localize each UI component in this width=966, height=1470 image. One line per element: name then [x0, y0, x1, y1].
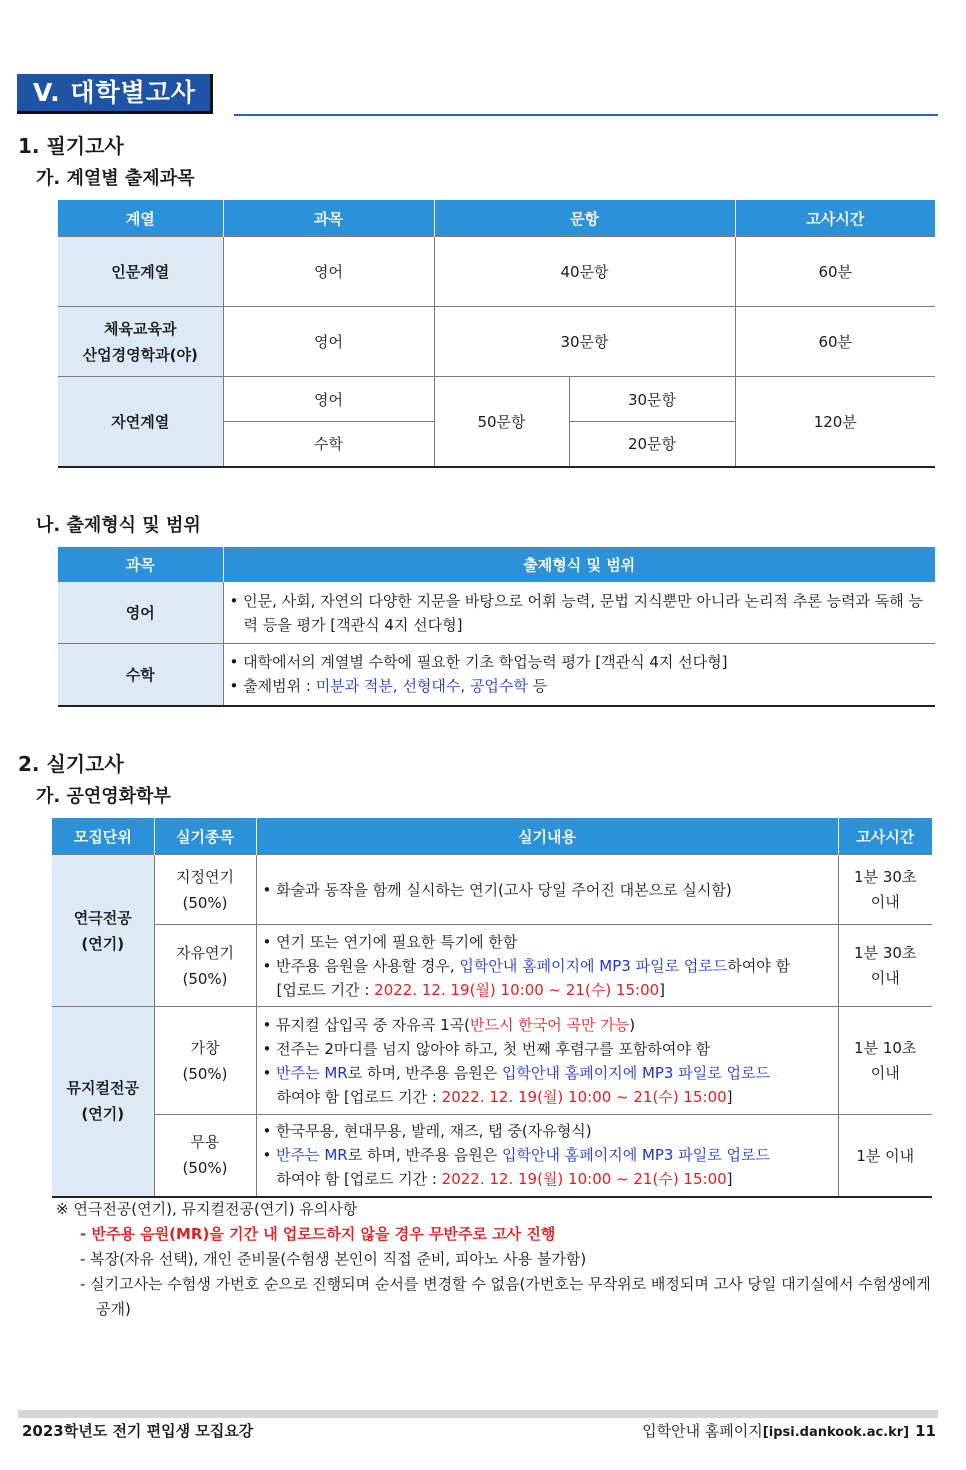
bullet-item: • 반주는 MR로 하며, 반주용 음원은 입학안내 홈페이지에 MP3 파일로 업로드 하여야 함 [업로드 기간 : 2022. 12. 19(월) 10:00 ~ 21(수) 15:00] — [262, 1146, 770, 1189]
content-cell — [256, 1007, 838, 1115]
bullet-item: • 화술과 동작을 함께 실시하는 연기(고사 당일 주어진 대본으로 실시함) — [262, 880, 732, 899]
page-number: 11 — [915, 1422, 936, 1440]
time-note: 이내 — [870, 892, 900, 911]
content-text: 하여야 함 [업로드 기간 : — [276, 1170, 442, 1189]
content-text: 하여야 함 [업로드 기간 : — [276, 1087, 442, 1106]
content-text: 대학에서의 계열별 수학에 필요한 기초 학업능력 평가 [객관식 4지 선다형] — [243, 653, 728, 672]
item-name: 무용 — [190, 1133, 220, 1152]
performing-arts-heading: 가. 공연영화학부 — [36, 786, 171, 807]
item-name: 지정연기 — [176, 867, 234, 886]
content-text: 로 하며, 반주용 음원은 — [347, 1063, 502, 1082]
table-row — [58, 582, 935, 644]
item-name: 자유연기 — [176, 943, 234, 962]
written-exam-heading: 1. 필기고사 — [18, 134, 124, 158]
content-text: 로 하며, 반주용 음원은 — [347, 1146, 502, 1165]
section-header — [17, 74, 938, 118]
table-row — [52, 855, 932, 925]
table-header-row — [58, 200, 935, 237]
items-cell: 40문항 — [434, 237, 735, 307]
item-weight: (50%) — [182, 893, 228, 912]
content-text: 화술과 동작을 함께 실시하는 연기(고사 당일 주어진 대본으로 실시함) — [276, 880, 732, 899]
col-header: 고사시간 — [735, 200, 935, 237]
items-cell: 30문항 — [569, 377, 735, 422]
content-text: ] — [659, 980, 666, 999]
content-cell — [256, 1115, 838, 1197]
language-requirement: 반드시 한국어 곡만 가능 — [469, 1015, 630, 1034]
track-line: 체육교육과 — [104, 319, 177, 338]
item-cell — [154, 855, 256, 925]
bullet-item: • 뮤지컬 삽입곡 중 자유곡 1곡(반드시 한국어 곡만 가능) — [262, 1015, 636, 1034]
unit-line: 연극전공 — [73, 908, 132, 927]
table-row — [58, 237, 935, 307]
content-text: 뮤지컬 삽입곡 중 자유곡 1곡( — [276, 1015, 470, 1034]
mr-highlight: 반주는 MR — [276, 1146, 348, 1165]
section-title: V. 대학별고사 — [17, 74, 213, 114]
time-cell — [838, 1007, 932, 1115]
upload-period: 2022. 12. 19(월) 10:00 ~ 21(수) 15:00 — [441, 1170, 727, 1189]
content-text: ) — [629, 1015, 636, 1034]
item-cell — [154, 1007, 256, 1115]
notes-section — [56, 1197, 936, 1322]
time-note: 이내 — [870, 1063, 900, 1082]
bullet-item: • 전주는 2마디를 넘지 않아야 하고, 첫 번째 후렴구를 포함하여야 함 — [262, 1039, 711, 1058]
col-header: 모집단위 — [52, 818, 154, 855]
note-item: - 실기고사는 수험생 가번호 순으로 진행되며 순서를 변경할 수 없음(가번호는 무작위로 배정되며 고사 당일 대기실에서 수험생에게 공개) — [80, 1275, 931, 1318]
items-cell: 20문항 — [569, 422, 735, 467]
col-header: 과목 — [223, 200, 434, 237]
content-text: [업로드 기간 : — [276, 980, 375, 999]
subject-cell: 영어 — [223, 237, 434, 307]
table-header-row — [58, 547, 935, 582]
time-value: 1분 10초 — [854, 1038, 917, 1057]
time-value: 1분 30초 — [854, 867, 917, 886]
subject-cell: 영어 — [223, 377, 434, 422]
table-row — [52, 1007, 932, 1115]
col-header: 계열 — [58, 200, 223, 237]
track-cell: 인문계열 — [58, 237, 223, 307]
items-cell: 50문항 — [434, 377, 569, 467]
content-text: 출제범위 : — [243, 677, 316, 696]
practical-exam-table — [52, 818, 932, 1198]
footer-title: 2023학년도 전기 편입생 모집요강 — [22, 1422, 254, 1440]
unit-line: (연기) — [81, 934, 125, 953]
footer-homepage-label: 입학안내 홈페이지 — [642, 1422, 763, 1440]
col-header: 출제형식 및 범위 — [223, 547, 935, 582]
format-scope-table — [58, 547, 935, 707]
unit-cell — [52, 1007, 154, 1197]
time-value: 1분 30초 — [854, 943, 917, 962]
table-row — [52, 1115, 932, 1197]
table-row — [58, 377, 935, 422]
upload-highlight: 입학안내 홈페이지에 MP3 파일로 업로드 — [502, 1063, 770, 1082]
bullet-item: • 반주용 음원을 사용할 경우, 입학안내 홈페이지에 MP3 파일로 업로드하여야 함 [업로드 기간 : 2022. 12. 19(월) 10:00 ~ 21(수) 15:00] — [262, 956, 791, 999]
footer-bar — [18, 1410, 938, 1418]
footer-url[interactable]: [ipsi.dankook.ac.kr] — [762, 1425, 910, 1440]
content-cell — [223, 644, 935, 706]
notes-title: ※ 연극전공(연기), 뮤지컬전공(연기) 유의사항 — [56, 1200, 358, 1218]
bullet-item: • 한국무용, 현대무용, 발레, 재즈, 탭 중(자유형식) — [262, 1122, 592, 1141]
item-cell — [154, 1115, 256, 1197]
track-line: 산업경영학과(야) — [82, 345, 198, 364]
subject-cell: 수학 — [58, 644, 223, 706]
time-cell — [838, 855, 932, 925]
col-header: 실기내용 — [256, 818, 838, 855]
upload-period: 2022. 12. 19(월) 10:00 ~ 21(수) 15:00 — [441, 1087, 727, 1106]
items-cell: 30문항 — [434, 307, 735, 377]
note-item: - 복장(자유 선택), 개인 준비물(수험생 본인이 직접 준비, 피아노 사용 불가함) — [80, 1250, 587, 1268]
section-divider — [234, 114, 938, 116]
item-weight: (50%) — [182, 969, 228, 988]
time-note: 이내 — [870, 968, 900, 987]
upload-highlight: 입학안내 홈페이지에 MP3 파일로 업로드 — [459, 956, 728, 975]
unit-line: 뮤지컬전공 — [66, 1079, 139, 1098]
subject-cell: 수학 — [223, 422, 434, 467]
content-cell — [223, 582, 935, 644]
note-item: - 반주용 음원(MR)을 기간 내 업로드하지 않을 경우 무반주로 고사 진행 — [80, 1225, 556, 1243]
col-header: 문항 — [434, 200, 735, 237]
col-header: 고사시간 — [838, 818, 932, 855]
practical-exam-heading: 2. 실기고사 — [18, 752, 124, 776]
bullet-item: • 대학에서의 계열별 수학에 필요한 기초 학업능력 평가 [객관식 4지 선다형] — [229, 653, 728, 672]
time-cell: 120분 — [735, 377, 935, 467]
track-cell: 자연계열 — [58, 377, 223, 467]
subject-cell: 영어 — [223, 307, 434, 377]
item-name: 가창 — [190, 1038, 220, 1057]
item-weight: (50%) — [182, 1064, 228, 1083]
footer-info — [642, 1420, 936, 1441]
bullet-item: • 출제범위 : 미분과 적분, 선형대수, 공업수학 등 — [229, 677, 548, 696]
content-text: 하여야 함 — [727, 956, 791, 975]
col-header: 실기종목 — [154, 818, 256, 855]
format-scope-heading: 나. 출제형식 및 범위 — [36, 515, 201, 536]
unit-cell — [52, 855, 154, 1007]
time-cell: 60분 — [735, 237, 935, 307]
content-text: 반주용 음원을 사용할 경우, — [276, 956, 460, 975]
content-text: ] — [726, 1087, 733, 1106]
track-cell — [58, 307, 223, 377]
item-cell — [154, 925, 256, 1007]
content-cell — [256, 925, 838, 1007]
content-cell — [256, 855, 838, 925]
content-text: ] — [726, 1170, 733, 1189]
upload-highlight: 입학안내 홈페이지에 MP3 파일로 업로드 — [502, 1146, 770, 1165]
content-text: 인문, 사회, 자연의 다양한 지문을 바탕으로 어휘 능력, 문법 지식뿐만 아니라 논리적 추론 능력과 독해 능력 등을 평가 [객관식 4지 선다형] — [243, 591, 924, 634]
mr-highlight: 반주는 MR — [276, 1063, 348, 1082]
table-row — [58, 644, 935, 706]
time-cell: 60분 — [735, 307, 935, 377]
content-text: 전주는 2마디를 넘지 않아야 하고, 첫 번째 후렴구를 포함하여야 함 — [276, 1039, 711, 1058]
item-weight: (50%) — [182, 1159, 228, 1178]
upload-period: 2022. 12. 19(월) 10:00 ~ 21(수) 15:00 — [374, 980, 660, 999]
content-text: 한국무용, 현대무용, 발레, 재즈, 탭 중(자유형식) — [276, 1122, 592, 1141]
time-cell — [838, 925, 932, 1007]
unit-line: (연기) — [81, 1105, 125, 1124]
subject-by-track-table — [58, 200, 935, 468]
content-text: 연기 또는 연기에 필요한 특기에 한함 — [276, 932, 518, 951]
table-row — [52, 925, 932, 1007]
scope-highlight: 미분과 적분, 선형대수, 공업수학 — [315, 677, 528, 696]
bullet-item: • 인문, 사회, 자연의 다양한 지문을 바탕으로 어휘 능력, 문법 지식뿐만 아니라 논리적 추론 능력과 독해 능력 등을 평가 [객관식 4지 선다형] — [229, 591, 924, 634]
table-header-row — [52, 818, 932, 855]
subject-by-track-heading: 가. 계열별 출제과목 — [36, 168, 195, 189]
bullet-item: • 반주는 MR로 하며, 반주용 음원은 입학안내 홈페이지에 MP3 파일로 업로드 하여야 함 [업로드 기간 : 2022. 12. 19(월) 10:00 ~ 21(수) 15:00] — [262, 1063, 770, 1106]
content-text: 등 — [527, 677, 548, 696]
col-header: 과목 — [58, 547, 223, 582]
bullet-item: • 연기 또는 연기에 필요한 특기에 한함 — [262, 932, 518, 951]
table-row — [58, 307, 935, 377]
subject-cell: 영어 — [58, 582, 223, 644]
time-cell: 1분 이내 — [838, 1115, 932, 1197]
